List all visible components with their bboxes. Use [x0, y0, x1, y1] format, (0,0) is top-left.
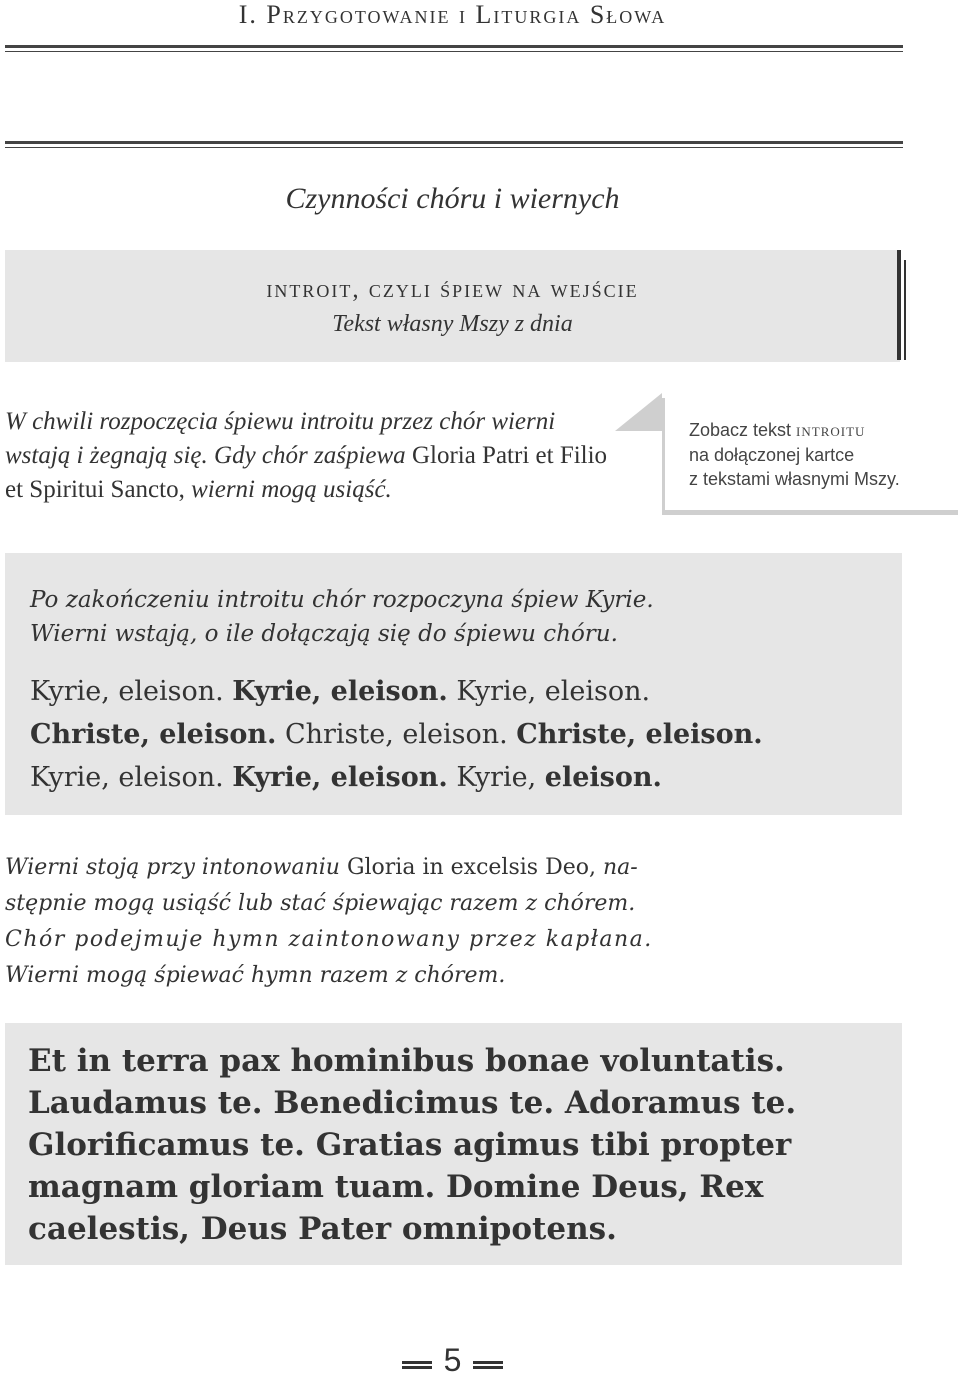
kyrie-intro-line-1: Po zakończeniu introitu chór rozpoczyna śpiew Kyrie.	[30, 587, 654, 613]
kyrie-line-2	[30, 713, 890, 756]
kyrie-segment: Kyrie,	[447, 762, 545, 793]
section-title: Czynności chóru i wiernych	[285, 182, 620, 215]
introit-heading: introit, czyli śpiew na wejście	[266, 276, 639, 303]
gloria-text: Et in terra pax hominibus bonae voluntatis. Laudamus te. Benedicimus te. Adoramus te. Glorificamus te. Gratias agimus tibi propter magnam gloriam tuam. Domine Deus, Rex caelestis, Deus Pater omnipotens.	[28, 1043, 797, 1247]
introit-box	[5, 250, 900, 362]
note-line-3: z tekstami własnymi Mszy.	[689, 469, 900, 489]
side-note	[689, 418, 954, 491]
page-number: 5	[443, 1342, 462, 1378]
kyrie-instructions	[30, 583, 890, 651]
introit-subheading: Tekst własny Mszy z dnia	[332, 311, 573, 337]
gloria-instructions	[5, 850, 655, 994]
gloria-intro-line-1: Wierni stoją przy intonowaniu Gloria in excelsis Deo, na-	[5, 855, 638, 880]
kyrie-segment: Kyrie, eleison.	[30, 762, 233, 793]
kyrie-segment-bold: Christe, eleison.	[30, 719, 277, 750]
chapter-header: I. Przygotowanie i Liturgia Słowa	[238, 0, 667, 29]
footer-dash-right	[473, 1361, 503, 1364]
kyrie-segment: Christe, eleison.	[276, 719, 517, 750]
section-rule	[5, 141, 903, 148]
note-line-1: Zobacz tekst introitu	[689, 420, 866, 441]
note-smallcaps: introitu	[796, 420, 866, 441]
kyrie-segment-bold: Christe, eleison.	[516, 719, 763, 750]
instruction-text-1: W chwili rozpoczęcia śpiewu introitu przez chór wierni wstają i żegnają się. Gdy chór zaśpiewa	[5, 408, 556, 469]
page-footer	[0, 1342, 905, 1379]
gloria-intro-line-2: stępnie mogą usiąść lub stać śpiewając razem z chórem.	[5, 891, 636, 916]
kyrie-segment-bold: eleison.	[544, 762, 662, 793]
instruction-text-2: wierni mogą usiąść.	[184, 476, 392, 503]
decorative-bar	[897, 250, 901, 360]
kyrie-text	[30, 670, 890, 799]
kyrie-segment: Kyrie, eleison.	[30, 676, 233, 707]
kyrie-segment: Kyrie, eleison.	[447, 676, 651, 707]
kyrie-line-3	[30, 756, 890, 799]
footer-dash-left	[402, 1361, 432, 1364]
instruction-latin: Gloria Patri et Filio et Spiritui Sancto,	[5, 442, 608, 503]
gloria-intro-line-3: Chór podejmuje hymn zaintonowany przez kapłana.	[5, 927, 653, 952]
decorative-bar-thin	[904, 260, 906, 360]
kyrie-segment-bold: Kyrie, eleison.	[232, 676, 448, 707]
gloria-latin: Gloria in excelsis Deo,	[346, 855, 596, 880]
note-line-2: na dołączonej kartce	[689, 445, 855, 465]
kyrie-segment-bold: Kyrie, eleison.	[232, 762, 448, 793]
gloria-intro-line-4: Wierni mogą śpiewać hymn razem z chórem.	[5, 963, 506, 988]
introit-instructions	[5, 405, 625, 507]
kyrie-intro-line-2: Wierni wstają, o ile dołączają się do śpiewu chóru.	[30, 621, 618, 647]
note-corner-fold	[615, 393, 662, 431]
header-rule	[5, 45, 903, 52]
kyrie-line-1	[30, 670, 890, 713]
